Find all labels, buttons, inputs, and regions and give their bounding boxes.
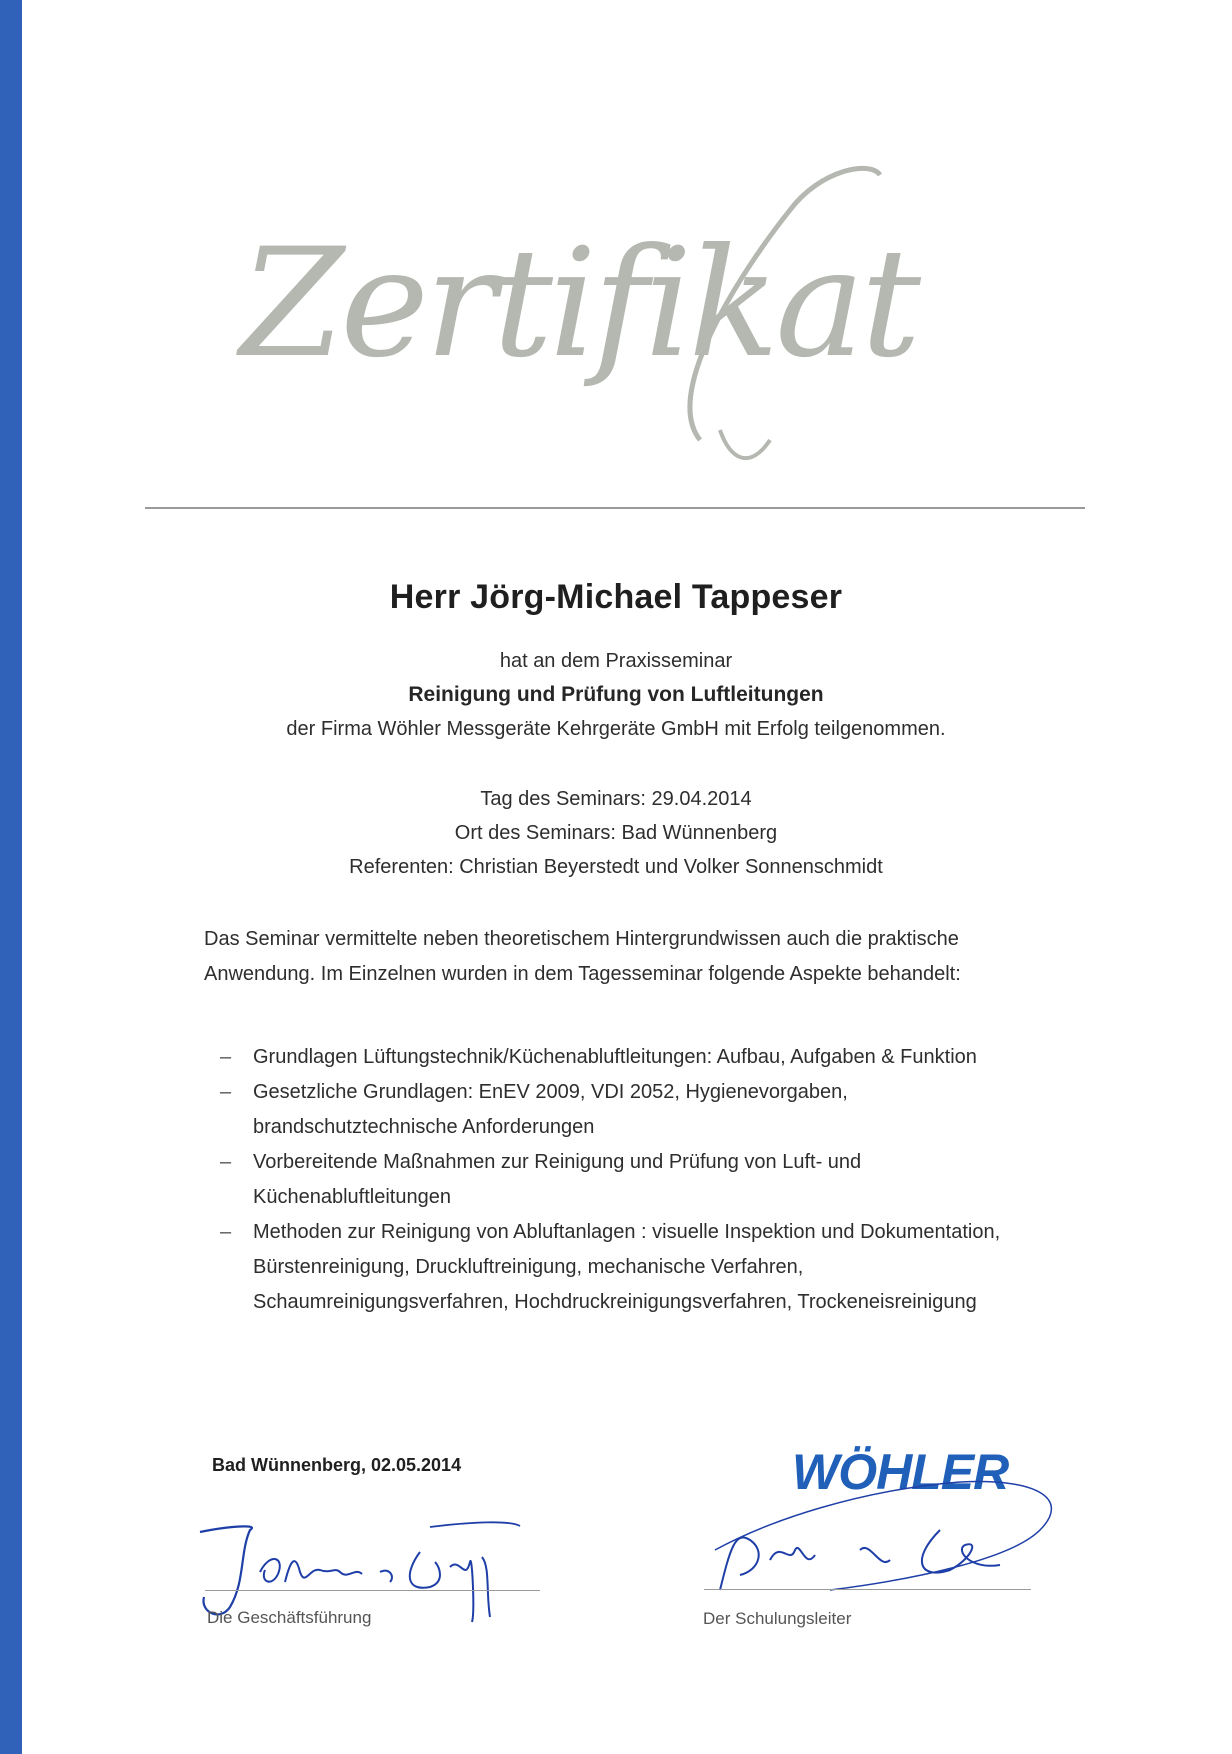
- bullet-dash: –: [220, 1221, 232, 1243]
- signature-line-left: [205, 1590, 540, 1591]
- place-and-date: Bad Wünnenberg, 02.05.2014: [212, 1455, 462, 1475]
- bullet-dash: –: [220, 1151, 232, 1173]
- seminar-title: Reinigung und Prüfung von Luftleitungen: [408, 683, 824, 706]
- seminar-intro: Das Seminar vermittelte neben theoretischem Hintergrundwissen auch die praktische Anwendung. Im Einzelnen wurden in dem Tagesseminar folgende Aspekte behandelt:: [204, 928, 961, 985]
- list-item: [220, 1040, 1010, 1075]
- title-flourish-tail: [720, 430, 770, 458]
- signature-trainer: [710, 1470, 1070, 1615]
- participation-line-1: hat an dem Praxisseminar: [499, 650, 733, 672]
- certificate-title: [230, 140, 1010, 480]
- aspect-text: Gesetzliche Grundlagen: EnEV 2009, VDI 2052, Hygienevorgaben, brandschutztechnische Anforderungen: [253, 1081, 848, 1138]
- seminar-location: Ort des Seminars: Bad Wünnenberg: [454, 822, 778, 844]
- list-item: [220, 1215, 1010, 1320]
- certificate-title-text: Zertifikat: [240, 217, 918, 391]
- list-item: [220, 1075, 1010, 1145]
- bullet-dash: –: [220, 1046, 232, 1068]
- participation-line-3: der Firma Wöhler Messgeräte Kehrgeräte GmbH mit Erfolg teilgenommen.: [286, 718, 946, 740]
- bullet-dash: –: [220, 1081, 232, 1103]
- recipient-name: Herr Jörg-Michael Tappeser: [389, 578, 843, 616]
- caption-management: Die Geschäftsführung: [207, 1608, 372, 1627]
- caption-trainer: Der Schulungsleiter: [703, 1609, 852, 1628]
- title-divider: [145, 507, 1085, 509]
- seminar-date: Tag des Seminars: 29.04.2014: [480, 788, 752, 810]
- aspect-text: Grundlagen Lüftungstechnik/Küchenabluftleitungen: Aufbau, Aufgaben & Funktion: [253, 1046, 977, 1068]
- signature-line-right: [704, 1589, 1031, 1590]
- aspect-text: Vorbereitende Maßnahmen zur Reinigung und Prüfung von Luft- und Küchenabluftleitungen: [253, 1151, 862, 1208]
- woehler-logo: WÖHLER: [792, 1444, 1009, 1500]
- list-item: [220, 1145, 1010, 1215]
- aspects-list: [220, 1040, 1010, 1320]
- aspect-text: Methoden zur Reinigung von Abluftanlagen : visuelle Inspektion und Dokumentation, Bürstenreinigung, Druckluftreinigung, mechanische Verfahren, Schaumreinigungsverfahren, Hochdruckreinigungsverfahren, Trockeneisreinigung: [253, 1221, 1001, 1313]
- seminar-speakers: Referenten: Christian Beyerstedt und Volker Sonnenschmidt: [349, 856, 883, 878]
